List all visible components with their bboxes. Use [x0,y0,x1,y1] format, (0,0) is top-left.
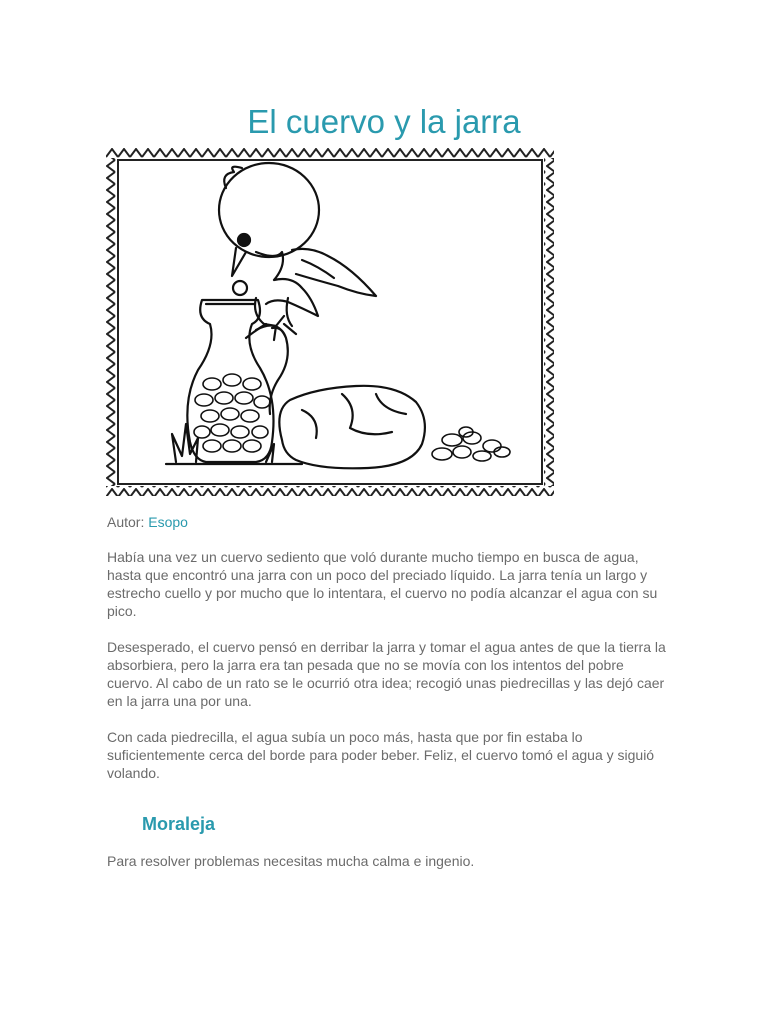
story-paragraph-2: Desesperado, el cuervo pensó en derribar la jarra y tomar el agua antes de que la tierra la absorbiera, pero la jarra era tan pesada que no se movía con los intentos del pobre cuervo. Al cabo de un rato se le ocurrió otra idea; recogió unas piedrecillas y las dejó caer en la jarra una por una. [107,639,666,709]
moral-text: Para resolver problemas necesitas mucha calma e ingenio. [107,853,475,869]
story-paragraph-1: Había una vez un cuervo sediento que voló durante mucho tiempo en busca de agua, hasta que encontró una jarra con un poco del preciado líquido. La jarra tenía un largo y estrecho cuello y por mucho que lo intentara, el cuervo no podía alcanzar el agua con su pico. [107,549,658,619]
rock-drawing [279,386,425,469]
ground-pebbles [432,427,510,461]
grass-drawing [166,424,302,464]
crow-drawing [219,163,376,340]
crow-and-jar-illustration [106,148,554,496]
jar-pebbles [194,374,270,452]
author-line [107,513,188,531]
moral-heading: Moraleja [142,814,216,834]
author-link[interactable]: Esopo [148,514,188,530]
story-paragraph-3: Con cada piedrecilla, el agua subía un poco más, hasta que por fin estaba lo suficientemente cerca del borde para poder beber. Feliz, el cuervo tomó el agua y siguió volando. [107,729,655,781]
author-label: Autor: [107,514,145,530]
story-title: El cuervo y la jarra [247,103,521,140]
jar-drawing [187,281,287,462]
